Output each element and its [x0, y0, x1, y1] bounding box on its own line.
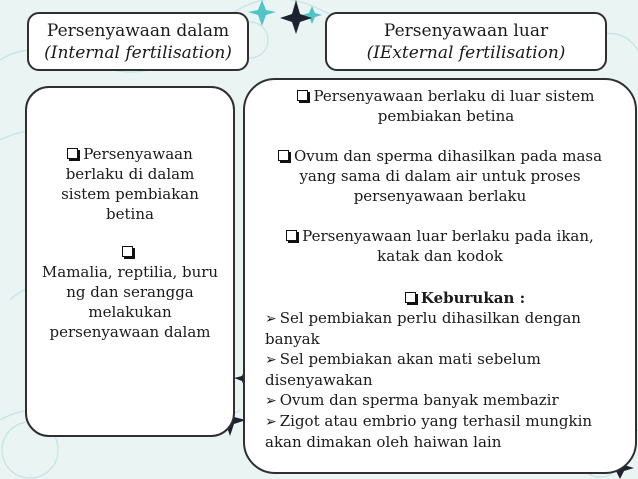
arrow-right-icon: ➢ [265, 352, 277, 368]
disadvantages-heading: Keburukan : [265, 288, 635, 308]
external-point-1: Persenyawaan berlaku di luar sistem pembiakan betina [265, 86, 635, 126]
internal-title: Persenyawaan dalam [46, 21, 230, 41]
internal-title-box [27, 12, 249, 71]
checkbox-square-icon [278, 150, 289, 161]
external-point-3: Persenyawaan luar berlaku pada ikan, katak dan kodok [265, 226, 635, 266]
external-point-2: Ovum dan sperma dihasilkan pada masa yang sama di dalam air untuk proses persenyawaan berlaku [265, 146, 635, 206]
external-title: Persenyawaan luar [383, 21, 549, 41]
external-content-box [243, 78, 637, 474]
disadvantage-item: ➢ Ovum dan sperma banyak membazir [265, 391, 559, 409]
internal-point-2: Mamalia, reptilia, buru ng dan serangga melakukan persenyawaan dalam [41, 263, 219, 341]
arrow-right-icon: ➢ [265, 414, 277, 430]
disadvantage-item: ➢ Sel pembiakan akan mati sebelum disenyawakan [265, 350, 541, 389]
external-title-box [325, 12, 607, 71]
arrow-right-icon: ➢ [265, 311, 277, 327]
internal-subtitle: (Internal fertilisation) [44, 43, 232, 63]
teal-star-icon [248, 0, 322, 26]
checkbox-square-icon [405, 292, 416, 303]
checkbox-square-icon [67, 148, 78, 159]
disadvantage-item: ➢ Sel pembiakan perlu dihasilkan dengan banyak [265, 309, 581, 348]
checkbox-square-icon [286, 230, 297, 241]
external-subtitle: (IExternal fertilisation) [366, 43, 566, 63]
checkbox-square-icon [122, 246, 133, 257]
arrow-right-icon: ➢ [265, 393, 277, 409]
internal-point-1: Persenyawaan berlaku di dalam sistem pembiakan betina [61, 145, 199, 223]
internal-content-box [25, 86, 235, 437]
disadvantage-item: ➢ Zigot atau embrio yang terhasil mungkin akan dimakan oleh haiwan lain [265, 412, 593, 451]
checkbox-square-icon [297, 90, 308, 101]
